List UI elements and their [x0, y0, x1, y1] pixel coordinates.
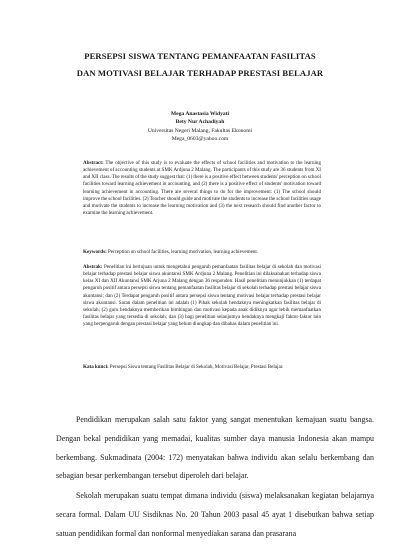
keywords-english — [83, 249, 321, 256]
title-line-2: DAN MOTIVASI BELAJAR TERHADAP PRESTASI BELAJAR — [76, 68, 324, 78]
author-email: Mega_0603@yahoo.com — [171, 135, 229, 142]
author-name: Mega Anastasia Widyati — [170, 111, 230, 117]
title-line-1: PERSEPSI SISWA TENTANG PEMANFAATAN FASILITAS — [84, 51, 316, 61]
body-paragraph: Pendidikan merupakan salah satu faktor yang sangat menentukan kemajuan suatu bangsa. Dengan bekal pendidikan yang memadai, kualitas sumber daya manusia Indonesia akan mampu berkembang. Sukmadinata (2004: 172) menyatakan bahwa individu akan selalu berkembang dan sebagian besar perkembangan tersebut diperoleh dari belajar. — [56, 415, 374, 481]
keywords-indonesian — [83, 364, 321, 371]
abstract-text: The objective of this study is to evaluate the effects of school facilities and motivation to the learning achievement of accounting students at SMK Ardjuna 2 Malang. The participants of this study are 36 students from XI and XII class. The results of the study suggest that: (1) there is a positive effect between students' perception on school facilities toward learning achievement in accounting, and (2) there is a positive effect of students' motivation toward learning achievement in accounting. There are several things to do for the improvement: (1) The school should improve the school facilities. (2) Teacher should guide and motivate the students to increase the school facilities usage and motivate the students to increase the learning motivation and (3) the next research should find another factor to examine the learning achievement. — [83, 160, 321, 217]
author-list — [0, 110, 400, 126]
author-name: Bety Nur Achadiyah — [175, 119, 225, 125]
keywords-text: Perception on school facilities, learning motivation, learning achievement. — [107, 249, 259, 255]
affiliation: Universitas Negeri Malang, Fakultas Ekonomi — [147, 128, 253, 134]
abstract-english — [83, 160, 321, 217]
paper-title — [30, 48, 370, 82]
abstrak-label: Abstrak: — [83, 264, 103, 270]
kata-kunci-label: Kata kunci: — [83, 364, 109, 370]
abstract-indonesian — [83, 264, 321, 328]
affiliation-block — [0, 128, 400, 144]
abstract-label: Abstract: — [83, 160, 104, 166]
abstrak-text: Penelitian ini bertujuan untuk mengetahui pengaruh pemanfaatan fasilitas belajar di sekolah dan motivasi belajar terhadap prestasi belajar siswa akuntansi SMK Ardjuna 2 Malang. Penelitian ini dilaksanakan terhadap siswa kelas XI dan XII Akuntansi SMK Arjuna 2 Malang dengan 36 responden. Hasil penelitian menunjukkan (1) terdapat pengaruh positif antara persepsi siswa tentang pemanfaatan fasilitas belajar di sekolah terhadap prestasi belajar siswa akuntansi; dan (2) Terdapat pengaruh positif antara persepsi siswa tentang motivasi belajar terhadap prestasi belajar siswa akuntansi. Saran dalam penelitian ini adalah (1) Pihak sekolah hendaknya meningkatkan fasilitas belajar di sekolah; (2) guru hendaknya memberikan bimbingan dan motivasi kepada anak didiknya agar lebih memanfaatkan fasilitas belajar yang tersedia di sekolah; dan (3) bagi penelitian selanjutnya hendaknya mengkaji faktor-faktor lain yang berpengaruh dengan prestasi belajar yang belum diungkap dan dibahas dalam penelitian ini. — [83, 264, 321, 328]
body-paragraph: Sekolah merupakan suatu tempat dimana individu (siswa) melaksanakan kegiatan belajarnya secara formal. Dalam UU Sisdiknas No. 20 Tahun 2003 pasal 45 ayat 1 disebutkan bahwa setiap satuan pendidikan formal dan nonformal menyediakan sarana dan prasarana — [56, 491, 374, 538]
keywords-label: Keywords: — [83, 249, 107, 255]
kata-kunci-text: Persepsi Siswa tentang Fasilitas Belajar di Sekolah, Motivasi Belajar, Prestasi Belajar. — [109, 364, 284, 370]
